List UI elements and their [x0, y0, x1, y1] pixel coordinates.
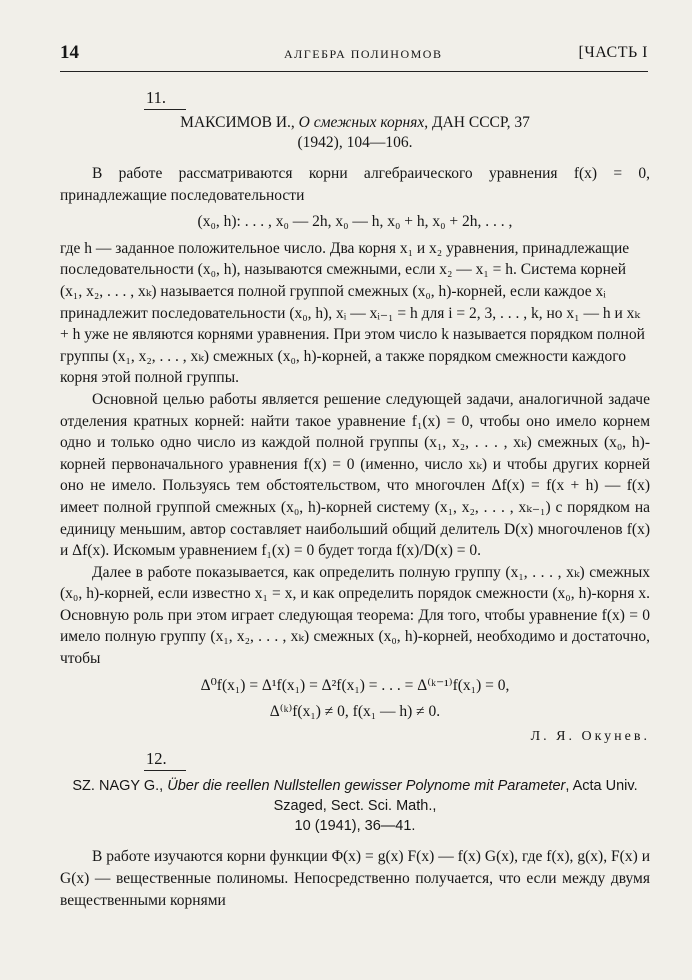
review-11 [60, 88, 650, 747]
paper-title: Über die reellen Nullstellen gewisser Polynome mit Parameter [167, 778, 566, 795]
journal: , ДАН СССР, 37 [424, 114, 530, 131]
header-rule [60, 71, 648, 72]
paragraph: Основной целью работы является решение следующей задачи, аналогичной задаче отделения кратных корней: найти такое уравнение f₁(x) = 0, чтобы оно имело корнем одно и только одно число из каждой полной группы (x₁, x₂, . . . , xₖ) смежных (x₀, h)-корней первоначального уравнения f(x) = 0 (именно, число xₖ) и чтобы других корней оно не имело. Пользуясь тем обстоятельством, что многочлен Δf(x) = f(x + h) — f(x) имеет полной группой смежных (x₀, h)-корней систему (x₁, x₂, . . . , xₖ₋₁) с порядком на единицу меньшим, автор составляет наибольший общий делитель D(x) многочленов f(x) и Δf(x). Искомым уравнением f₁(x) = 0 будет тогда f(x)/D(x) = 0. [60, 390, 650, 560]
page-header [60, 42, 648, 66]
citation [60, 113, 650, 153]
citation [60, 776, 650, 836]
review-12 [60, 749, 650, 911]
citation-separator: , [290, 114, 299, 131]
author: SZ. NAGY G. [72, 778, 160, 795]
part-label: [ЧАСТЬ I [578, 44, 648, 61]
paper-title: О смежных корнях [298, 114, 425, 131]
review-number: 11. [144, 88, 186, 110]
theorem-formula-1: Δ⁰f(x₁) = Δ¹f(x₁) = Δ²f(x₁) = . . . = Δ⁽ᵏ⁻¹⁾f(x₁) = 0, [200, 676, 510, 694]
review-number: 12. [144, 749, 186, 771]
journal: , Acta Univ. Szaged, Sect. Sci. Math., [273, 778, 638, 815]
paragraph: Далее в работе показывается, как определить полную группу (x₁, . . . , xₖ) смежных (x₀, h)-корней, если известно x₁ = x, и как определить порядок смежности (x₀, h)-корня x. Основную роль при этом играет следующая теорема: Для того, чтобы уравнение f(x) = 0 имело полную группу (x₁, x₂, . . . , xₖ) смежных (x₀, h)-корней, необходимо и достаточно, чтобы [60, 563, 650, 668]
year-pages: 10 (1941), 36—41. [294, 818, 416, 835]
theorem-formula-2: Δ⁽ᵏ⁾f(x₁) ≠ 0, f(x₁ — h) ≠ 0. [269, 703, 441, 721]
year-pages: (1942), 104—106. [297, 134, 413, 151]
main-content [60, 88, 650, 911]
running-title: АЛГЕБРА ПОЛИНОМОВ [284, 47, 443, 61]
citation-separator: , [159, 778, 168, 795]
author: МАКСИМОВ И. [180, 114, 291, 131]
sequence-formula: (x₀, h): . . . , x₀ — 2h, x₀ — h, x₀ + h, x₀ + 2h, . . . , [197, 213, 513, 231]
paragraph: где h — заданное положительное число. Два корня x₁ и x₂ уравнения, принадлежащие последовательности (x₀, h), называются смежными, если x₂ — x₁ = h. Система корней (x₁, x₂, . . . , xₖ) называется полной группой смежных (x₀, h)-корней, если каждое xᵢ принадлежит последовательности (x₀, h), xᵢ — xᵢ₋₁ = h для i = 2, 3, . . . , k, но x₁ — h и xₖ + h уже не являются корнями уравнения. При этом число k называется порядком полной группы (x₁, x₂, . . . , xₖ) смежных (x₀, h)-корней, а также порядком смежности каждого корня этой полной группы. [60, 239, 645, 387]
page-number: 14 [60, 42, 79, 63]
paragraph: В работе изучаются корни функции Φ(x) = g(x) F(x) — f(x) G(x), где f(x), g(x), F(x) и G(x) — вещественные полиномы. Непосредственно получается, что если между двумя вещественными корнями [60, 848, 650, 909]
paragraph: В работе рассматриваются корни алгебраического уравнения f(x) = 0, принадлежащие последовательности [60, 165, 650, 204]
reviewer-signature: Л. Я. Окунев. [530, 728, 650, 744]
